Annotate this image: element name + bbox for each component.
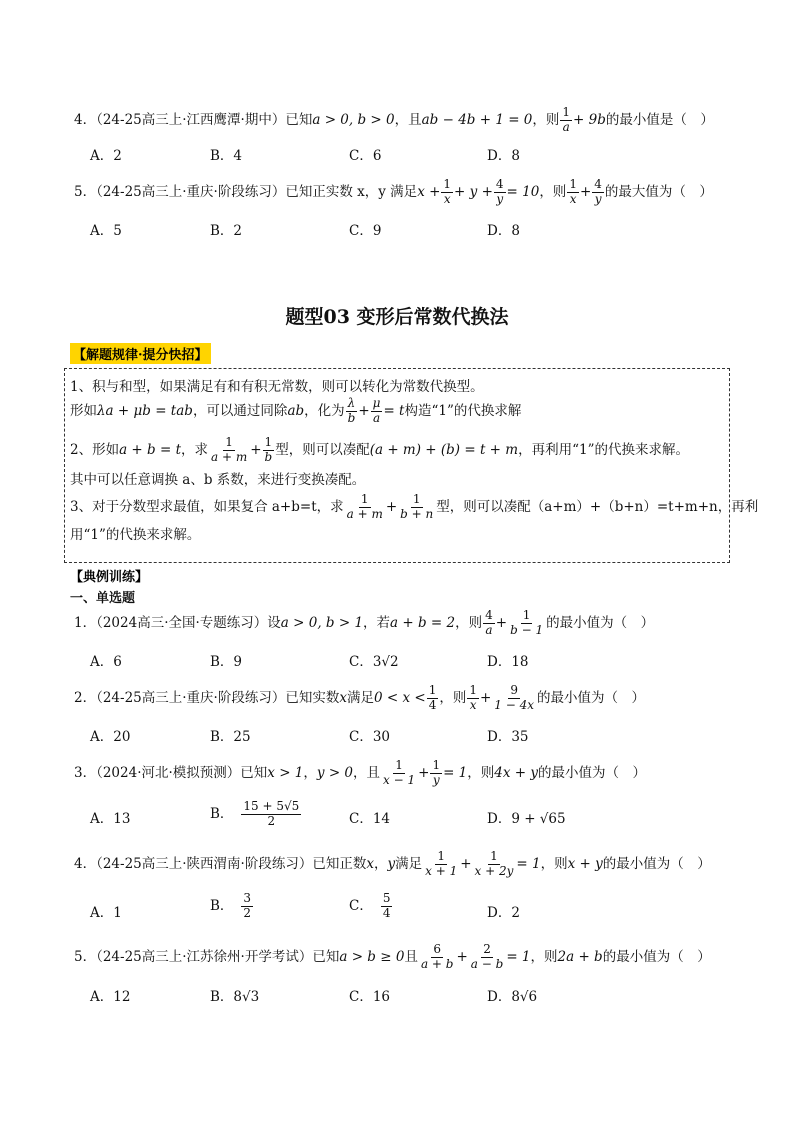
option-a: A．6 [90, 654, 122, 670]
fraction: $\frac{2}{a - b}$ [470, 942, 504, 971]
option-c: C．30 [349, 729, 391, 745]
fraction: $\frac{6}{a + b}$ [420, 942, 454, 971]
fraction: $\frac{4}{a}$ [485, 608, 493, 637]
fraction: $\frac{15 + 5√5}{2}$ [243, 799, 300, 828]
fraction: $\frac{1}{x - 1}$ [383, 758, 416, 787]
tip-line-2: 形如λa + μb = tab，可以通过同除ab，化为 $\frac{\lambda}{b}$ + $\frac{\mu}{a}$ = t构造“1”的代换求解 [70, 396, 522, 425]
option-d: D．18 [487, 654, 529, 670]
option-a: A．20 [90, 729, 131, 745]
option-b: B． $\frac{3}{2}$ [210, 891, 252, 920]
option-c: C．9 [349, 223, 382, 239]
fraction: $\frac{5}{4}$ [382, 891, 391, 920]
section-title: 题型03 变形后常数代换法 [285, 306, 509, 328]
fraction: $\frac{3}{2}$ [243, 891, 252, 920]
fraction: $\frac{4}{y}$ [495, 177, 504, 206]
fraction: $\frac{\lambda}{b}$ [347, 396, 356, 425]
fraction: $\frac{1}{x}$ [569, 177, 577, 206]
option-b: B．25 [210, 729, 251, 745]
fraction: $\frac{1}{4}$ [428, 683, 437, 712]
option-b: B．8√3 [210, 989, 260, 1005]
fraction: $\frac{1}{b}$ [264, 435, 273, 464]
question-1: 1．（2024高三·全国·专题练习）设a > 0, b > 1，若a + b = 2，则 $\frac{4}{a}$ + $\frac{1}{b - 1}$ 的最小值为（ ） [74, 608, 655, 637]
option-a: A．12 [90, 989, 131, 1005]
option-a: A．2 [90, 148, 122, 164]
fraction: $\frac{1}{y}$ [432, 758, 441, 787]
option-b: B．2 [210, 223, 243, 239]
fraction: $\frac{1}{x}$ [443, 177, 452, 206]
tip-line-6: 用“1”的代换来求解。 [70, 527, 201, 543]
option-c: C．3√2 [349, 654, 399, 670]
tip-line-4: 其中可以任意调换 a、b 系数，来进行变换凑配。 [70, 472, 366, 488]
option-c: C．6 [349, 148, 382, 164]
option-d: D．8 [487, 223, 520, 239]
question-5-top: 5．（24-25高三上·重庆·阶段练习）已知正实数 x，y 满足x + $\frac{1}{x}$ + y + $\frac{4}{y}$ = 10，则 $\frac{1}{x}$ + $\frac{4}{y}$ 的最大值为（ ） [74, 177, 713, 206]
question-2: 2．（24-25高三上·重庆·阶段练习）已知实数x满足0 < x < $\frac{1}{4}$ ，则 $\frac{1}{x}$ + $\frac{9}{1 - 4x}$ 的最小值为（ ） [74, 683, 646, 712]
question-4-top: 4．（24-25高三上·江西鹰潭·期中）已知a > 0, b > 0，且ab − 4b + 1 = 0，则 $\frac{1}{a}$ + 9b的最小值是（ ） [74, 105, 714, 134]
fraction: $\frac{1}{b + n}$ [400, 492, 434, 521]
fraction: $\frac{1}{a}$ [562, 105, 571, 134]
question-3: 3．（2024·河北·模拟预测）已知x > 1，y > 0，且 $\frac{1}{x - 1}$ + $\frac{1}{y}$ = 1，则4x + y的最小值为（ ） [74, 758, 647, 787]
option-c: C．14 [349, 811, 391, 827]
question-5: 5．（24-25高三上·江苏徐州·开学考试）已知a > b ≥ 0且 $\frac{6}{a + b}$ + $\frac{2}{a - b}$ = 1，则2a + b的最小值为（ ） [74, 942, 711, 971]
sub-heading: 一、单选题 [70, 591, 136, 606]
fraction: $\frac{\mu}{a}$ [372, 396, 381, 425]
option-a: A．1 [90, 905, 122, 921]
fraction: $\frac{1}{x}$ [469, 683, 477, 712]
example-tag: 【典例训练】 [70, 570, 149, 585]
option-d: D．35 [487, 729, 529, 745]
fraction: $\frac{1}{b - 1}$ [510, 608, 544, 637]
option-b: B．4 [210, 148, 243, 164]
option-a: A．5 [90, 223, 122, 239]
option-b: B．9 [210, 654, 243, 670]
tip-line-1: 1、积与和型，如果满足有和有积无常数，则可以转化为常数代换型。 [70, 379, 484, 395]
question-4: 4．（24-25高三上·陕西渭南·阶段练习）已知正数x，y满足 $\frac{1}{x + 1}$ + $\frac{1}{x + 2y}$ = 1，则x + y的最小值为（ ） [74, 849, 711, 878]
tip-tag: 【解题规律·提分快招】 [70, 343, 211, 364]
option-d: D．9 + √65 [487, 811, 566, 827]
tip-line-5: 3、对于分数型求最值，如果复合 a+b=t，求 $\frac{1}{a + m}$ + $\frac{1}{b + n}$ 型，则可以凑配（a+m）+（b+n）=t+m+n，再利 [70, 492, 759, 521]
fraction: $\frac{1}{x + 1}$ [425, 849, 458, 878]
fraction: $\frac{9}{1 - 4x}$ [494, 683, 535, 712]
option-d: D．8√6 [487, 989, 538, 1005]
option-d: D．2 [487, 905, 520, 921]
fraction: $\frac{1}{a + m}$ [346, 492, 383, 521]
fraction: $\frac{1}{x + 2y}$ [474, 849, 514, 878]
fraction: $\frac{4}{y}$ [594, 177, 602, 206]
option-b: B． $\frac{15 + 5√5}{2}$ [210, 799, 300, 828]
option-c: C． $\frac{5}{4}$ [349, 891, 391, 920]
option-d: D．8 [487, 148, 520, 164]
option-c: C．16 [349, 989, 391, 1005]
option-a: A．13 [90, 811, 131, 827]
fraction: $\frac{1}{a + m}$ [211, 435, 248, 464]
tip-line-3: 2、形如a + b = t，求 $\frac{1}{a + m}$ + $\frac{1}{b}$ 型，则可以凑配(a + m) + (b) = t + m，再利用“1”的代换来求解。 [70, 435, 689, 464]
